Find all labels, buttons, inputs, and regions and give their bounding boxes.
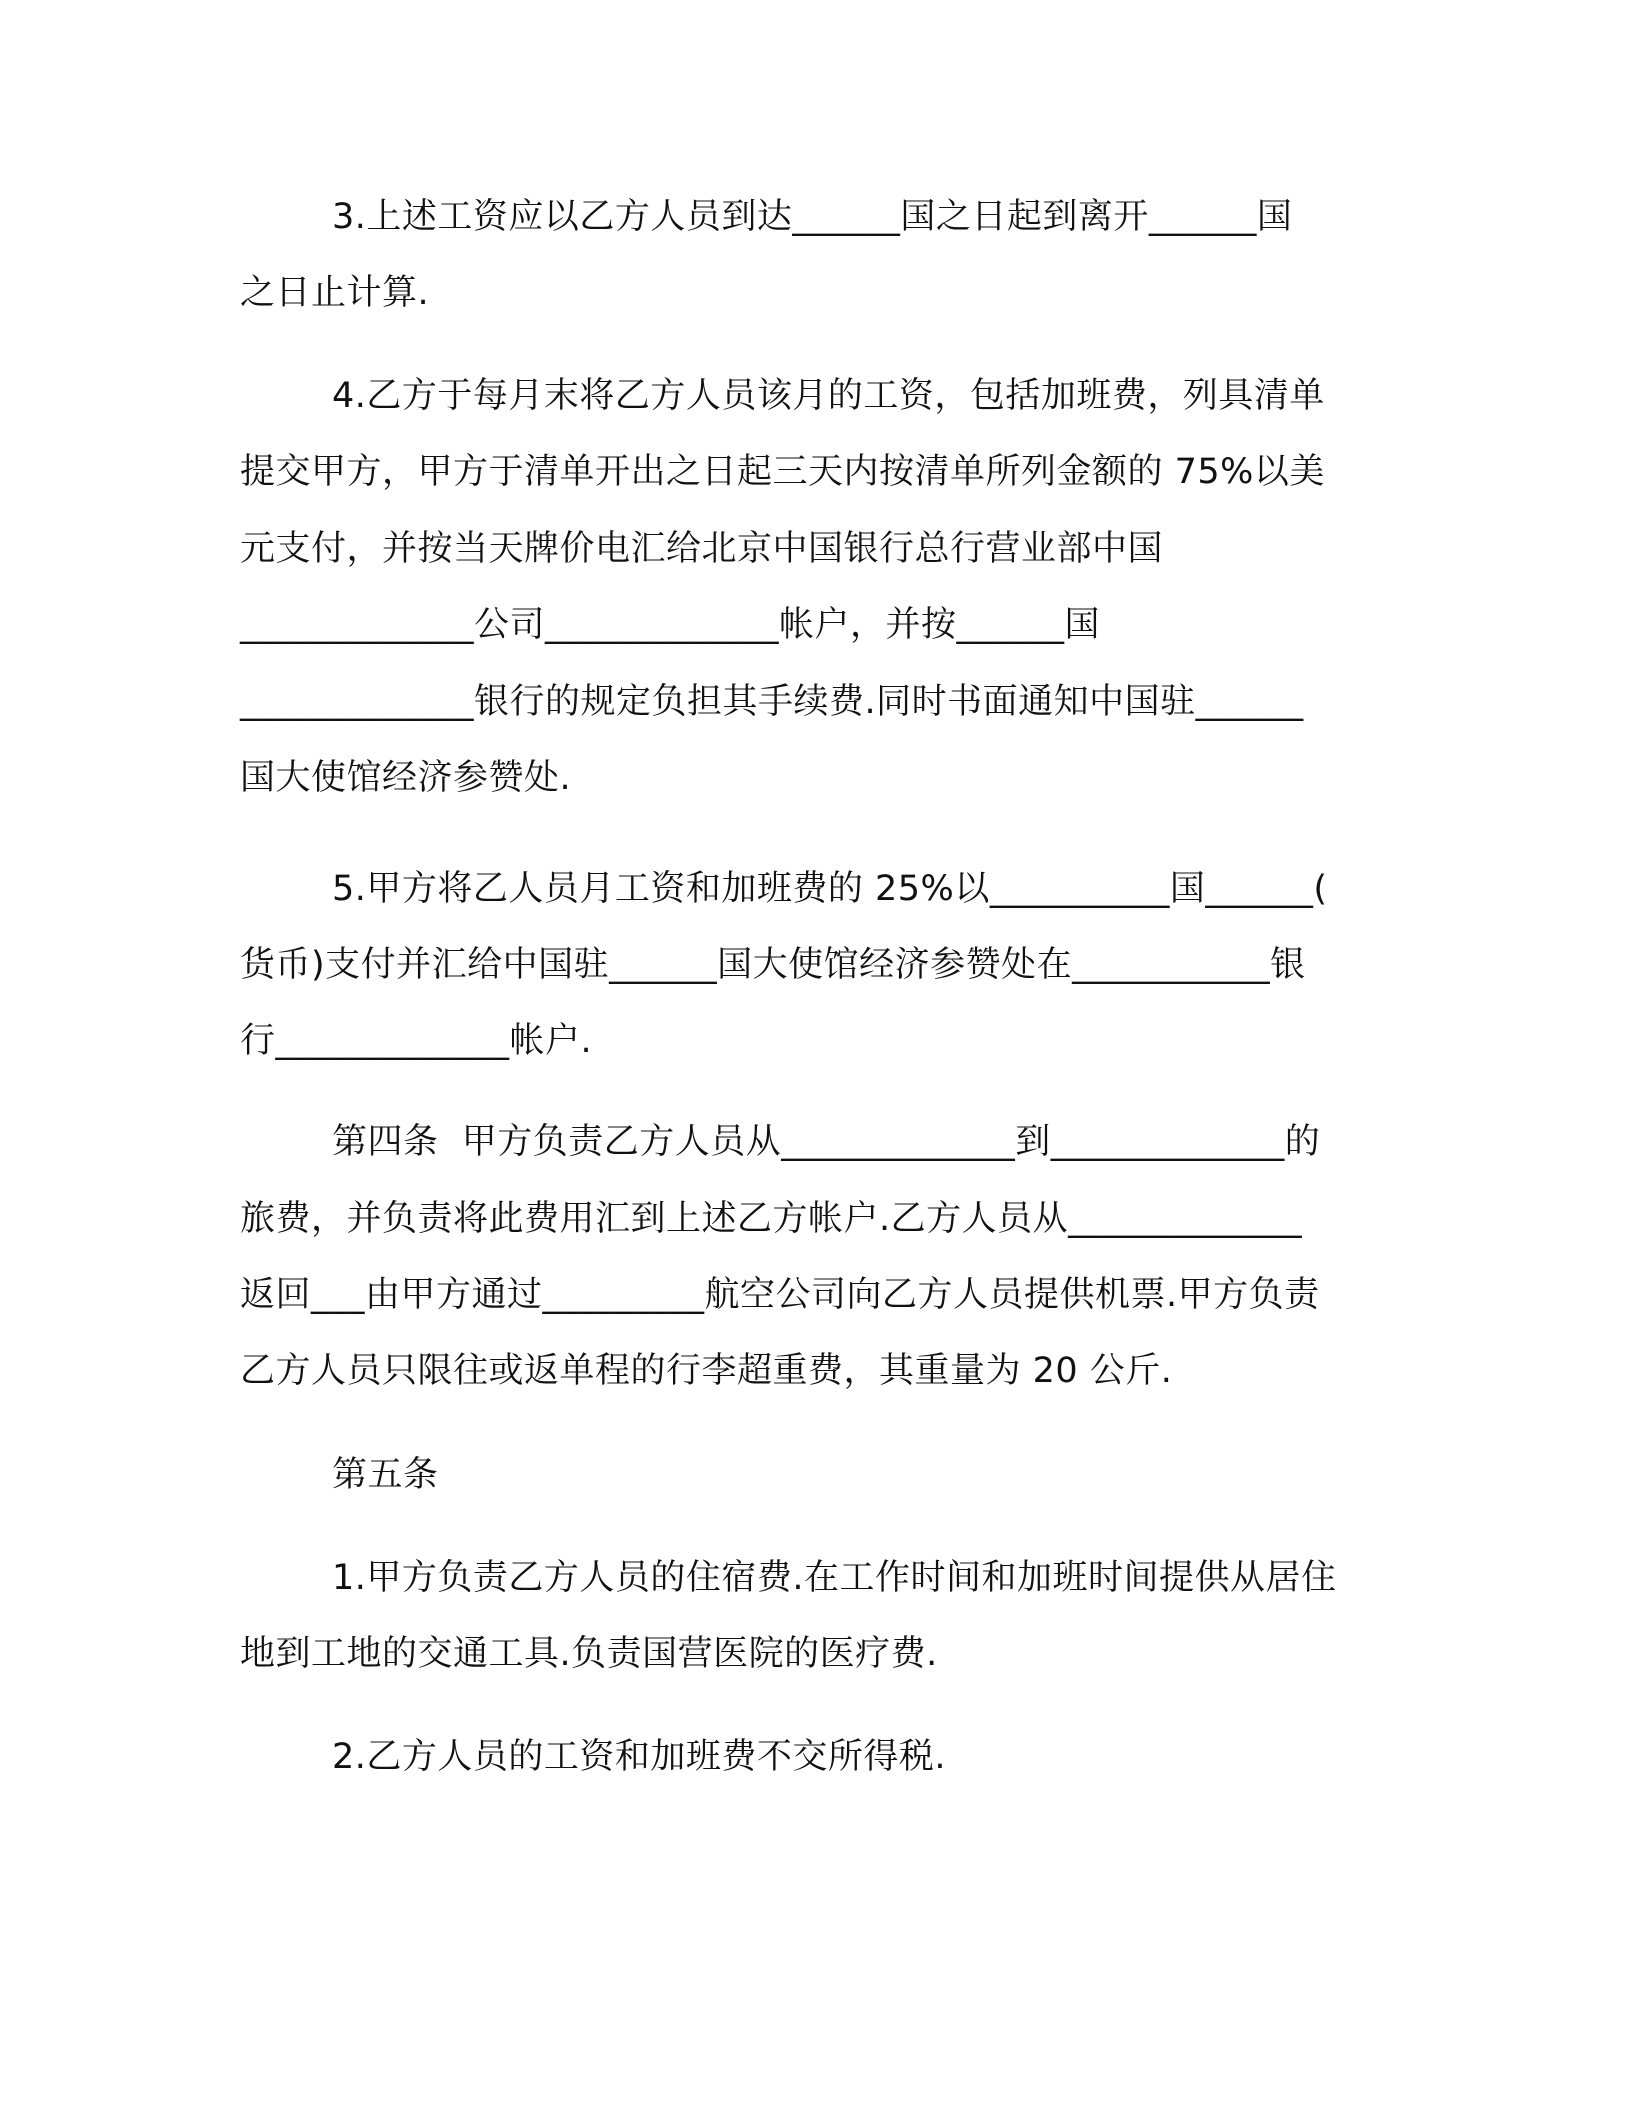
paragraph-4-line-6: 国大使馆经济参赞处.	[240, 758, 572, 798]
paragraph-5-line-1: 5.甲方将乙人员月工资和加班费的 25%以__________国______(	[332, 869, 1328, 909]
article-5-item-1-line-1: 1.甲方负责乙方人员的住宿费.在工作时间和加班时间提供从居住	[332, 1558, 1337, 1598]
paragraph-4-line-3: 元支付，并按当天牌价电汇给北京中国银行总行营业部中国	[240, 529, 1164, 569]
article-5-item-1-line-2: 地到工地的交通工具.负责国营医院的医疗费.	[240, 1634, 938, 1674]
article-5-heading: 第五条	[332, 1455, 439, 1495]
paragraph-4-line-2: 提交甲方，甲方于清单开出之日起三天内按清单所列金额的 75%以美	[240, 452, 1325, 492]
article-4-line-1: 第四条 甲方负责乙方人员从_____________到_____________的	[332, 1122, 1321, 1162]
article-4-line-2: 旅费，并负责将此费用汇到上述乙方帐户.乙方人员从_____________	[240, 1199, 1303, 1239]
paragraph-4-line-5: _____________银行的规定负担其手续费.同时书面通知中国驻______	[240, 682, 1304, 722]
paragraph-5-line-2: 货币)支付并汇给中国驻______国大使馆经济参赞处在___________银	[240, 945, 1306, 985]
article-4-line-4: 乙方人员只限往或返单程的行李超重费，其重量为 20 公斤.	[240, 1351, 1173, 1391]
paragraph-5-line-3: 行_____________帐户.	[240, 1021, 593, 1061]
paragraph-3-line-2: 之日止计算.	[240, 273, 430, 313]
paragraph-4-line-1: 4.乙方于每月末将乙方人员该月的工资，包括加班费，列具清单	[332, 376, 1325, 416]
paragraph-4-line-4: _____________公司_____________帐户，并按______国	[240, 605, 1101, 645]
article-4-line-3: 返回___由甲方通过_________航空公司向乙方人员提供机票.甲方负责	[240, 1275, 1320, 1315]
article-5-item-2-line-1: 2.乙方人员的工资和加班费不交所得税.	[332, 1737, 947, 1777]
paragraph-3-line-1: 3.上述工资应以乙方人员到达______国之日起到离开______国	[332, 197, 1293, 237]
